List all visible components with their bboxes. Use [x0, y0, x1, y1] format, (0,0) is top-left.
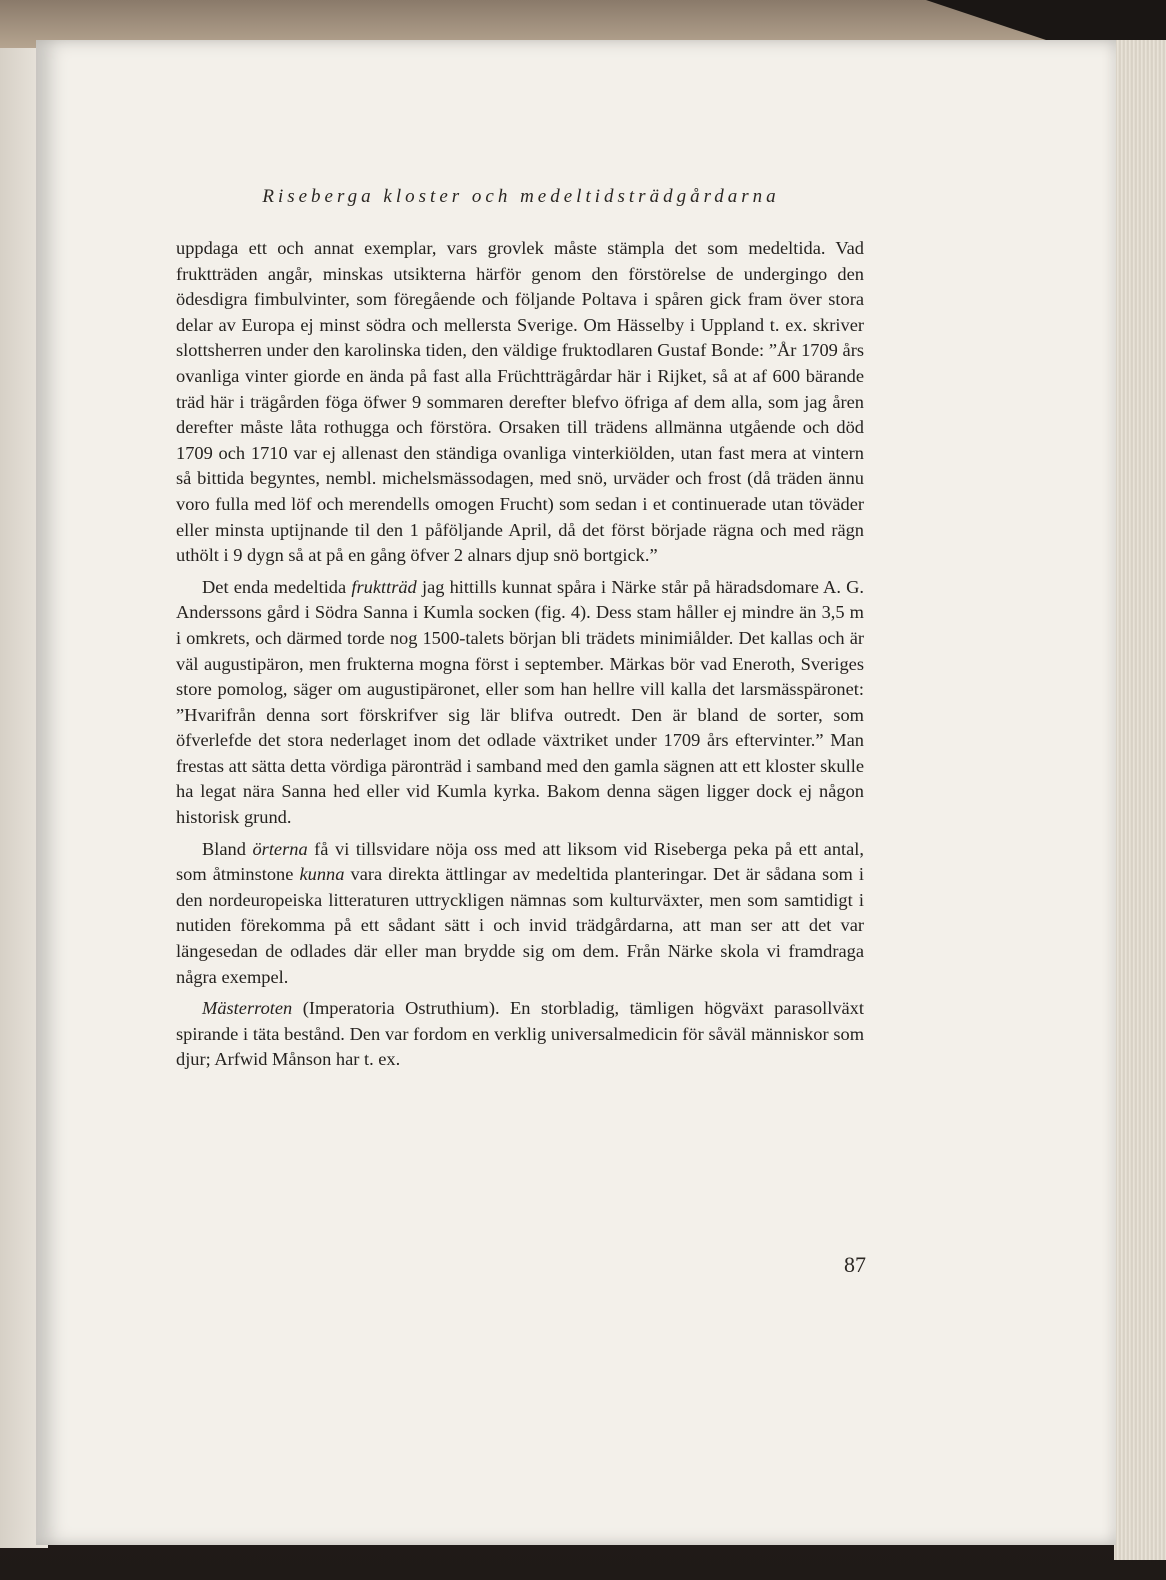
- paragraph-3-text-b: få vi tillsvidare nöja oss med att liksom vid Riseberga peka på ett antal, som åtminstone: [176, 838, 864, 885]
- paragraph-2: [176, 575, 864, 831]
- paragraph-3-text-a: Bland: [202, 838, 253, 859]
- paragraph-3-text-c: vara direkta ättlingar av medeltida planteringar. Det är sådana som i den nordeuropeiska litteraturen uttryckligen nämnas som kulturväxter, men som samtidigt i nutiden förekomma på ett sådant sätt i och invid trädgårdarna, att man ser att det var längesedan de odlades där eller man brydde sig om dem. Från Närke skola vi framdraga några exempel.: [176, 864, 864, 987]
- paragraph-4-text: (Imperatoria Ostruthium). En storbladig, tämligen högväxt parasollväxt spirande i täta bestånd. Den var fordom en verklig universalmedicin för såväl människor som djur; Arfwid Månson har t. ex.: [176, 998, 864, 1070]
- page-stack-edges: [1114, 40, 1166, 1560]
- page-number: 87: [844, 1252, 866, 1277]
- paragraph-4-italic: Mästerroten: [202, 998, 293, 1019]
- paragraph-2-text-b: jag hittills kunnat spåra i Närke står på häradsdomare A. G. Anderssons gård i Södra Sanna i Kumla socken (fig. 4). Dess stam håller ej mindre än 3,5 m i omkrets, och därmed torde nog 1500-talets början bli trädets minimiålder. Det kallas och är väl augustipäron, men frukterna mogna först i september. Märkas bör vad Eneroth, Sveriges store pomolog, säger om augustipäronet, eller som han hellre vill kalla det larsmässpäronet: ”Hvarifrån denna sort förskrifver sig lär blifva outredt. Den är bland de sorter, som öfverlefde det stora nederlaget inom det odlade växtriket under 1709 års eftervinter.” Man frestas att sätta detta vördiga päronträd i samband med den gamla sägnen att ett kloster skulle ha legat nära Sanna hed eller vid Kumla kyrka. Bakom denna sägen ligger dock ej någon historisk grund.: [176, 576, 864, 828]
- paragraph-3-italic-b: kunna: [299, 864, 345, 885]
- running-head: Riseberga kloster och medeltidsträdgårdarna: [262, 186, 780, 207]
- paragraph-3-italic-a: örterna: [252, 838, 308, 859]
- paragraph-4: [176, 996, 864, 1073]
- paragraph-1: uppdaga ett och annat exemplar, vars grovlek måste stämpla det som medeltida. Vad fruktträden angår, minskas utsikterna härför genom den förstörelse de undergingo den ödesdigra fimbulvinter, som föregående och följande Poltava i spåren gick fram över stora delar av Europa ej minst södra och mellersta Sverige. Om Hässelby i Uppland t. ex. skriver slottsherren under den karolinska tiden, den väldige fruktodlaren Gustaf Bonde: ”År 1709 års ovanliga vinter giorde en ända på fast alla Früchtträgårdar här i Rijket, så at af 600 bärande träd här i trägården föga öfwer 9 sommaren derefter blefvo öfriga af dem alla, som jag åren derefter måste låta rothugga och förstöra. Orsaken till trädens allmänna utgående och död 1709 och 1710 var ej allenast den ständiga ovanliga vinterkiölden, utan fast mera at vintern så bittida begyntes, nembl. michelsmässodagen, med snö, urväder och frost (då träden ännu voro fulla med löf och merendells omogen Frucht) som sedan i et continuerade utan töväder eller minsta uptijnande til den 1 påföljande April, då det först började rägna och med rägn uthölt i 9 dygn så at på en gång öfver 2 alnars djup snö bortgick.”: [176, 238, 864, 566]
- paragraph-2-text-a: Det enda medeltida: [202, 576, 352, 597]
- body-text: [176, 236, 864, 1073]
- paragraph-3: [176, 837, 864, 991]
- paragraph-2-italic: fruktträd: [351, 576, 417, 597]
